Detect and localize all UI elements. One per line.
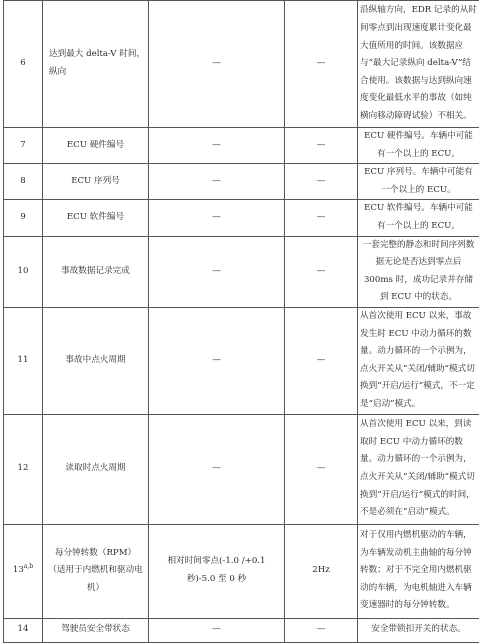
sample-rate: — (285, 1, 358, 128)
table-row (4, 414, 479, 524)
sample-rate: — (285, 307, 358, 414)
description: ECU 序列号。车辆中可能有一个以上的 ECU。 (358, 164, 479, 200)
table-row (4, 164, 479, 200)
description: 从首次使用 ECU 以来，事故发生时 ECU 中动力循环的数量。动力循环的一个示例为，点火开关从“关闭/辅助”模式切换到“开启/运行”模式，不一定是“启动”模式。 (358, 307, 479, 414)
recording-interval: 相对时间零点(-1.0 /+0.1 秒)-5.0 至 0 秒 (149, 524, 285, 618)
data-element-name: ECU 硬件编号 (43, 128, 149, 164)
table-row (4, 307, 479, 414)
table-row (4, 200, 479, 236)
sample-rate: — (285, 236, 358, 307)
description: ECU 硬件编号。车辆中可能有一个以上的 ECU。 (358, 128, 479, 164)
table-row (4, 128, 479, 164)
recording-interval: — (149, 307, 285, 414)
row-number: 10 (4, 236, 43, 307)
recording-interval: — (149, 414, 285, 524)
description: 从首次使用 ECU 以来，到读取时 ECU 中动力循环的数量。动力循环的一个示例为，点火开关从“关闭/辅助”模式切换到“开启/运行”模式的时间，不是必须在“启动”模式。 (358, 414, 479, 524)
row-number: 14 (4, 618, 43, 642)
data-element-name: 驾驶员安全带状态 (43, 618, 149, 642)
row-number: 7 (4, 128, 43, 164)
sample-rate: — (285, 618, 358, 642)
recording-interval: — (149, 236, 285, 307)
recording-interval: — (149, 618, 285, 642)
specification-table (3, 0, 479, 643)
table-row (4, 524, 479, 618)
sample-rate: 2Hz (285, 524, 358, 618)
sample-rate: — (285, 128, 358, 164)
data-element-name: ECU 软件编号 (43, 200, 149, 236)
data-element-name (43, 524, 149, 618)
data-element-name: 达到最大 delta-V 时间，纵向 (43, 1, 149, 128)
description: 安全带锁扣开关的状态。 (358, 618, 479, 642)
table-row (4, 1, 479, 128)
data-element-name-line2: （适用于内燃机和驱动电机） (45, 562, 146, 597)
table-row (4, 236, 479, 307)
row-number: 12 (4, 414, 43, 524)
sample-rate: — (285, 414, 358, 524)
row-number: 11 (4, 307, 43, 414)
description: 沿纵轴方向，EDR 记录的从时间零点到出现速度累计变化最大值所用的时间。该数据应与“最大记录纵向 delta-V”结合使用。该数据与达到纵向速度变化最低水平的事故（如纯横向移动障碍试验）不相关。 (358, 1, 479, 128)
row-number: 8 (4, 164, 43, 200)
row-number: 6 (4, 1, 43, 128)
recording-interval: — (149, 1, 285, 128)
recording-interval: — (149, 200, 285, 236)
row-number (4, 524, 43, 618)
sample-rate: — (285, 164, 358, 200)
data-element-name: 事故中点火周期 (43, 307, 149, 414)
data-element-name: 事故数据记录完成 (43, 236, 149, 307)
row-number: 9 (4, 200, 43, 236)
recording-interval: — (149, 128, 285, 164)
description: 对于仅用内燃机驱动的车辆，为车辆发动机主曲轴的每分钟转数；对于不完全用内燃机驱动的车辆，为电机轴进入车辆变速器时的每分钟转数。 (358, 524, 479, 618)
sample-rate: — (285, 200, 358, 236)
footnote-marker: a,b (24, 563, 33, 570)
data-element-name: ECU 序列号 (43, 164, 149, 200)
table-row (4, 618, 479, 642)
description: ECU 软件编号。车辆中可能有一个以上的 ECU。 (358, 200, 479, 236)
row-number-text: 13 (13, 565, 24, 575)
recording-interval: — (149, 164, 285, 200)
data-element-name: 读取时点火周期 (43, 414, 149, 524)
description: 一套完整的静态和时间序列数据无论是否达到零点后 300ms 时，成功记录并存储到 ECU 中的状态。 (358, 236, 479, 307)
data-element-name-line1: 每分钟转数（RPM） (45, 545, 146, 563)
